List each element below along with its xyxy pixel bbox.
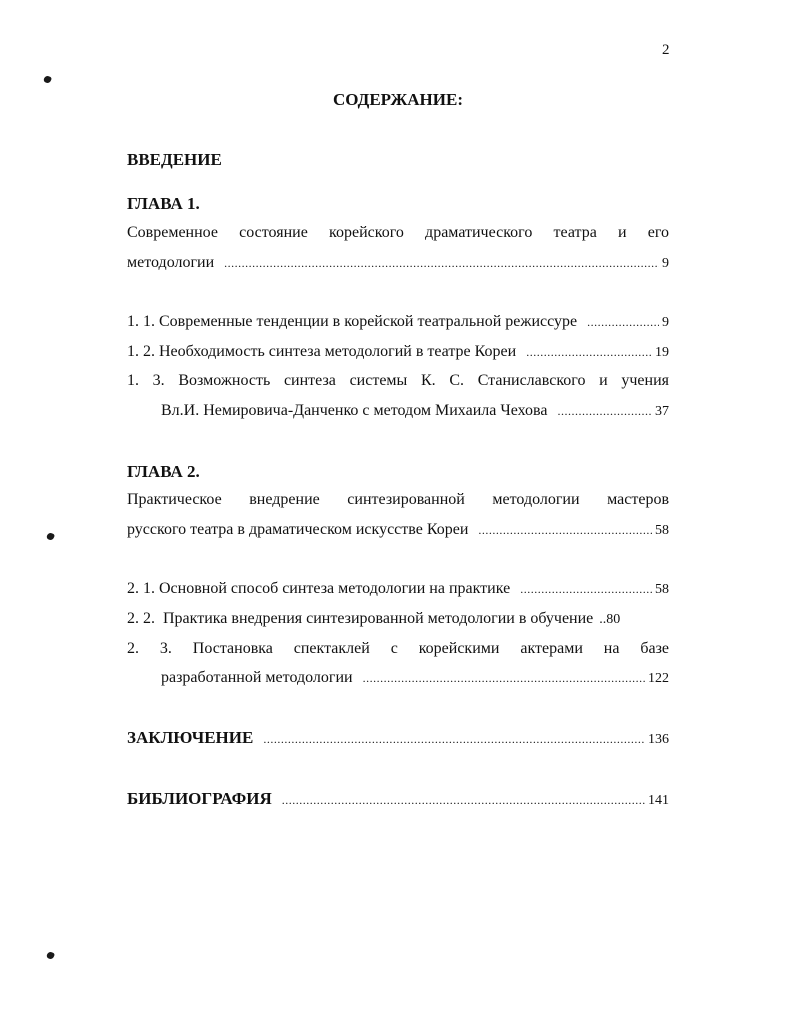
toc-item-title: 1. 2. Необходимость синтеза методологий в театре Кореи	[127, 343, 517, 360]
chapter1-title-line2: методологии	[127, 254, 215, 271]
scan-mark	[43, 75, 52, 84]
toc-item-page: ..80	[599, 612, 621, 627]
toc-item-page: 37	[655, 404, 669, 419]
toc-item-title-line2: разработанной методологии	[161, 669, 353, 686]
conclusion-title: ЗАКЛЮЧЕНИЕ	[127, 728, 254, 747]
page-title: СОДЕРЖАНИЕ:	[332, 90, 463, 109]
dot-leader	[363, 671, 645, 686]
bibliography-row	[127, 789, 669, 809]
toc-item-page: 58	[655, 582, 669, 597]
chapter1-label: ГЛАВА 1.	[127, 194, 200, 213]
scan-mark	[46, 532, 55, 541]
intro-heading: ВВЕДЕНИЕ	[127, 150, 222, 169]
toc-item-title-line2: Вл.И. Немировича-Данченко с методом Михаила Чехова	[161, 402, 548, 419]
toc-item-page: 19	[655, 345, 669, 360]
toc-item-title: 2. 2. Практика внедрения синтезированной методологии в обучение	[127, 610, 594, 627]
dot-leader	[224, 256, 659, 271]
toc-item-title-line1: 2. 3. Постановка спектаклей с корейскими актерами на базе	[127, 640, 669, 657]
chapter1-title-line1: Современное состояние корейского драматического театра и его	[127, 224, 669, 241]
toc-item-title-line1: 1. 3. Возможность синтеза системы К. С. Станиславского и учения	[127, 372, 669, 389]
toc-item-title: 2. 1. Основной способ синтеза методологии на практике	[127, 580, 511, 597]
dot-leader	[478, 523, 652, 538]
dot-leader	[557, 404, 652, 419]
chapter1-page: 9	[662, 256, 669, 271]
conclusion-page: 136	[648, 732, 669, 747]
dot-leader	[282, 793, 645, 808]
chapter2-title-line1: Практическое внедрение синтезированной методологии мастеров	[127, 491, 669, 508]
dot-leader	[587, 315, 659, 330]
toc-item-title: 1. 1. Современные тенденции в корейской театральной режиссуре	[127, 313, 578, 330]
toc-row	[127, 313, 669, 331]
toc-row	[161, 669, 669, 687]
toc-item-page: 122	[648, 671, 669, 686]
chapter1-title-row	[127, 254, 669, 272]
bibliography-title: БИБЛИОГРАФИЯ	[127, 789, 272, 808]
chapter2-title-row	[127, 521, 669, 539]
toc-row	[127, 610, 669, 628]
chapter2-title-line2: русского театра в драматическом искусстве Кореи	[127, 521, 469, 538]
dot-leader	[263, 732, 645, 747]
toc-row	[127, 343, 669, 361]
page-number: 2	[662, 42, 670, 58]
chapter2-label: ГЛАВА 2.	[127, 462, 200, 481]
scan-mark	[46, 951, 55, 960]
toc-item-page: 9	[662, 315, 669, 330]
toc-row	[127, 580, 669, 598]
conclusion-row	[127, 728, 669, 748]
bibliography-page: 141	[648, 793, 669, 808]
dot-leader	[520, 582, 652, 597]
chapter2-page: 58	[655, 523, 669, 538]
dot-leader	[526, 345, 652, 360]
toc-row	[161, 402, 669, 420]
